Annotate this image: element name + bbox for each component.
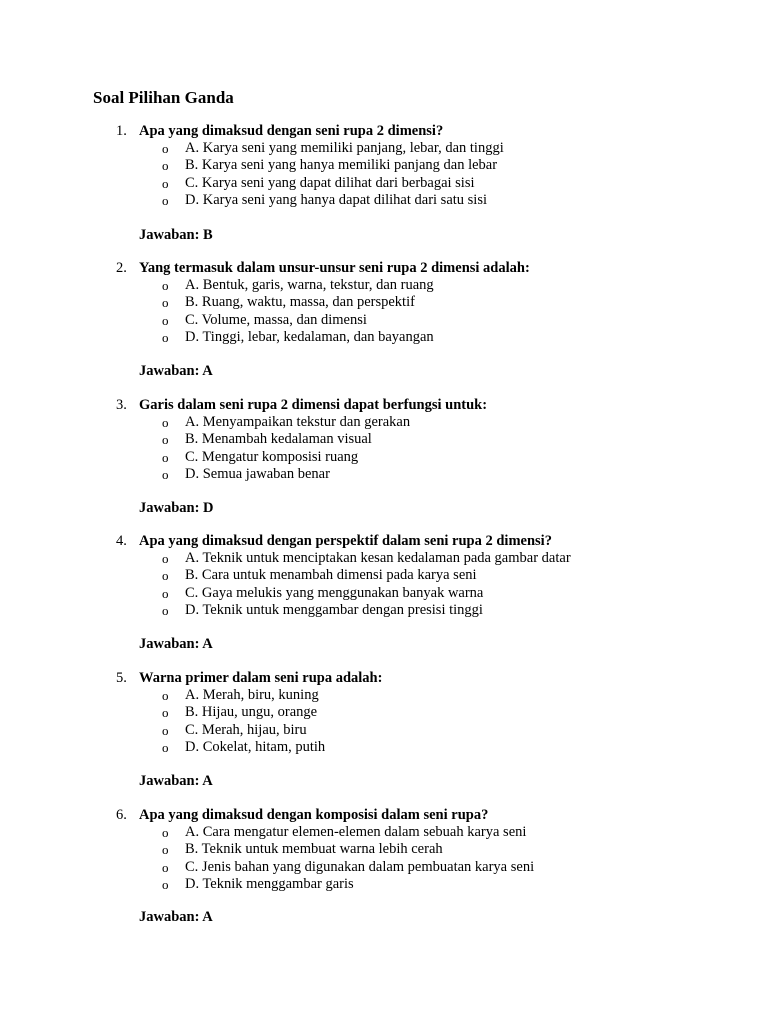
bullet-icon: o — [162, 415, 169, 430]
question-text: Apa yang dimaksud dengan perspektif dalam seni rupa 2 dimensi? — [139, 533, 552, 549]
option-item — [0, 704, 768, 721]
answer-label: Jawaban: B — [139, 227, 213, 243]
answer-label: Jawaban: A — [139, 636, 213, 652]
option-item — [0, 192, 768, 209]
bullet-icon: o — [162, 688, 169, 703]
option-item — [0, 824, 768, 841]
option-text: A. Karya seni yang memiliki panjang, lebar, dan tinggi — [185, 140, 504, 156]
option-item — [0, 722, 768, 739]
bullet-icon: o — [162, 585, 169, 601]
option-text: A. Menyampaikan tekstur dan gerakan — [185, 414, 411, 430]
option-text: D. Karya seni yang hanya dapat dilihat dari satu sisi — [185, 192, 488, 209]
question-number: 5. — [116, 670, 127, 686]
option-text: B. Teknik untuk membuat warna lebih cerah — [185, 841, 443, 858]
bullet-icon: o — [162, 842, 169, 858]
bullet-icon: o — [162, 175, 169, 191]
option-item — [0, 175, 768, 192]
option-text: A. Cara mengatur elemen-elemen dalam sebuah karya seni — [185, 824, 527, 840]
option-text: C. Jenis bahan yang digunakan dalam pembuatan karya seni — [185, 858, 535, 875]
option-item — [0, 841, 768, 858]
option-list — [0, 550, 768, 620]
bullet-icon: o — [162, 568, 169, 584]
bullet-icon: o — [162, 603, 169, 619]
option-text: C. Volume, massa, dan dimensi — [185, 311, 367, 328]
option-item — [0, 859, 768, 876]
option-item — [0, 687, 768, 704]
answer-label: Jawaban: D — [139, 500, 214, 516]
option-text: C. Karya seni yang dapat dilihat dari berbagai sisi — [185, 174, 475, 191]
option-item — [0, 140, 768, 157]
bullet-icon: o — [162, 859, 169, 875]
answer-label: Jawaban: A — [139, 363, 213, 379]
question-line — [0, 807, 768, 824]
question-line — [0, 533, 768, 550]
bullet-icon: o — [162, 467, 169, 483]
question-line — [0, 123, 768, 140]
question-text: Yang termasuk dalam unsur-unsur seni rupa 2 dimensi adalah: — [139, 260, 530, 276]
bullet-icon: o — [162, 551, 169, 566]
question-line — [0, 260, 768, 277]
question-2 — [0, 260, 768, 347]
bullet-icon: o — [162, 141, 169, 156]
bullet-icon: o — [162, 877, 169, 893]
option-text: D. Teknik menggambar garis — [185, 876, 354, 893]
bullet-icon: o — [162, 740, 169, 756]
option-item — [0, 585, 768, 602]
option-item — [0, 157, 768, 174]
option-item — [0, 312, 768, 329]
bullet-icon: o — [162, 825, 169, 840]
option-text: C. Gaya melukis yang menggunakan banyak warna — [185, 584, 484, 601]
bullet-icon: o — [162, 330, 169, 346]
option-list — [0, 824, 768, 894]
option-list — [0, 277, 768, 347]
question-5 — [0, 670, 768, 757]
question-text: Warna primer dalam seni rupa adalah: — [139, 670, 383, 686]
option-list — [0, 140, 768, 210]
option-item — [0, 876, 768, 893]
option-text: C. Mengatur komposisi ruang — [185, 448, 359, 465]
option-text: B. Hijau, ungu, orange — [185, 704, 318, 721]
question-number: 4. — [116, 533, 127, 549]
option-item — [0, 739, 768, 756]
bullet-icon: o — [162, 449, 169, 465]
option-item — [0, 294, 768, 311]
option-text: A. Teknik untuk menciptakan kesan kedalaman pada gambar datar — [185, 550, 571, 566]
option-text: D. Semua jawaban benar — [185, 466, 330, 483]
question-line — [0, 397, 768, 414]
option-item — [0, 431, 768, 448]
option-text: D. Teknik untuk menggambar dengan presisi tinggi — [185, 602, 483, 619]
option-text: D. Tinggi, lebar, kedalaman, dan bayangan — [185, 329, 434, 346]
bullet-icon: o — [162, 312, 169, 328]
bullet-icon: o — [162, 705, 169, 721]
option-text: B. Ruang, waktu, massa, dan perspektif — [185, 294, 415, 311]
bullet-icon: o — [162, 432, 169, 448]
option-item — [0, 414, 768, 431]
option-item — [0, 602, 768, 619]
page-title: Soal Pilihan Ganda — [93, 88, 234, 107]
question-text: Apa yang dimaksud dengan seni rupa 2 dimensi? — [139, 123, 444, 139]
bullet-icon: o — [162, 193, 169, 209]
bullet-icon: o — [162, 278, 169, 293]
question-text: Garis dalam seni rupa 2 dimensi dapat berfungsi untuk: — [139, 397, 488, 413]
answer-label: Jawaban: A — [139, 909, 213, 925]
question-1 — [0, 123, 768, 210]
question-number: 3. — [116, 397, 127, 413]
option-item — [0, 567, 768, 584]
option-item — [0, 277, 768, 294]
option-item — [0, 466, 768, 483]
question-6 — [0, 807, 768, 894]
option-item — [0, 329, 768, 346]
bullet-icon: o — [162, 295, 169, 311]
question-number: 6. — [116, 807, 127, 823]
question-4 — [0, 533, 768, 620]
option-list — [0, 687, 768, 757]
option-text: A. Bentuk, garis, warna, tekstur, dan ruang — [185, 277, 434, 293]
option-item — [0, 550, 768, 567]
option-item — [0, 449, 768, 466]
question-number: 2. — [116, 260, 127, 276]
option-text: D. Cokelat, hitam, putih — [185, 739, 326, 756]
question-text: Apa yang dimaksud dengan komposisi dalam seni rupa? — [139, 807, 489, 823]
option-list — [0, 414, 768, 484]
option-text: B. Karya seni yang hanya memiliki panjang dan lebar — [185, 157, 498, 174]
option-text: B. Menambah kedalaman visual — [185, 431, 372, 448]
option-text: A. Merah, biru, kuning — [185, 687, 319, 703]
bullet-icon: o — [162, 722, 169, 738]
option-text: C. Merah, hijau, biru — [185, 721, 307, 738]
answer-label: Jawaban: A — [139, 773, 213, 789]
question-line — [0, 670, 768, 687]
question-3 — [0, 397, 768, 484]
bullet-icon: o — [162, 158, 169, 174]
question-number: 1. — [116, 123, 127, 139]
option-text: B. Cara untuk menambah dimensi pada karya seni — [185, 567, 477, 584]
